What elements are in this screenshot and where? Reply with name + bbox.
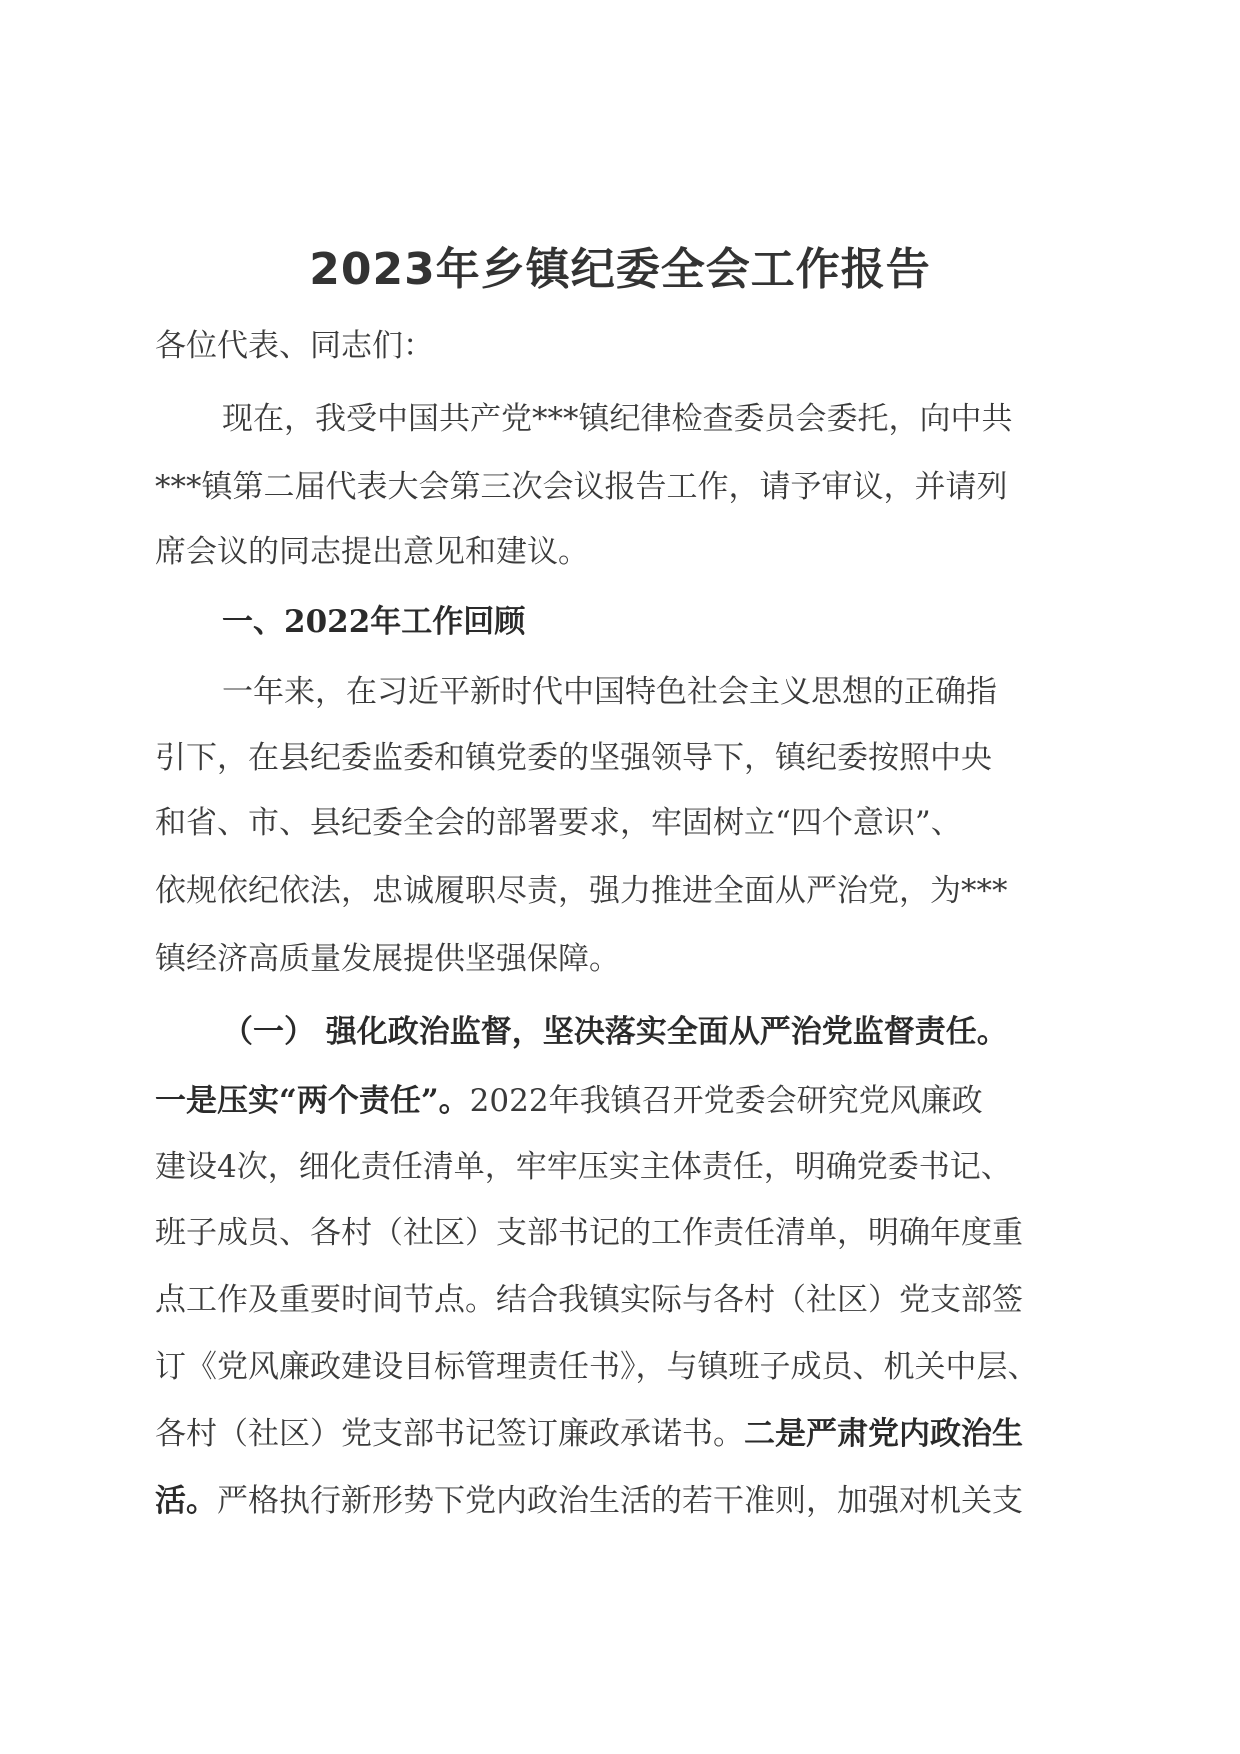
bold-lead: 一是压实“两个责任”。: [155, 1083, 470, 1119]
section-heading: 一、2022年工作回顾: [222, 604, 526, 640]
paragraph-line: 席会议的同志提出意见和建议。: [155, 534, 589, 570]
document-title: 2023年乡镇纪委全会工作报告: [309, 244, 931, 295]
subsection-heading: （一） 强化政治监督，坚决落实全面从严治党监督责任。: [222, 1014, 1008, 1050]
paragraph-line: [155, 1081, 983, 1121]
paragraph-line: 现在，我受中国共产党***镇纪律检查委员会委托，向中共: [222, 401, 1013, 437]
paragraph-line: 引下，在县纪委监委和镇党委的坚强领导下，镇纪委按照中央: [155, 740, 992, 776]
paragraph-line: 班子成员、各村（社区）支部书记的工作责任清单，明确年度重: [155, 1215, 1023, 1251]
paragraph-line: [155, 1481, 1023, 1521]
line-text: 2022年我镇召开党委会研究党风廉政: [469, 1083, 983, 1119]
paragraph-line: 订《党风廉政建设目标管理责任书》，与镇班子成员、机关中层、: [155, 1349, 1039, 1385]
paragraph-line: 和省、市、县纪委全会的部署要求，牢固树立“四个意识”、: [155, 805, 962, 841]
paragraph-line: 镇经济高质量发展提供坚强保障。: [155, 941, 620, 977]
paragraph-line: 建设4次，细化责任清单，牢牢压实主体责任，明确党委书记、: [155, 1149, 1012, 1185]
paragraph-line: 一年来，在习近平新时代中国特色社会主义思想的正确指: [222, 674, 997, 710]
bold-lead: 活。: [155, 1483, 217, 1519]
paragraph-line: ***镇第二届代表大会第三次会议报告工作，请予审议，并请列: [155, 469, 1008, 505]
salutation: 各位代表、同志们：: [155, 328, 434, 364]
line-text: 各村（社区）党支部书记签订廉政承诺书。: [155, 1416, 744, 1452]
bold-lead: 二是严肃党内政治生: [744, 1416, 1023, 1452]
paragraph-line: [155, 1414, 1023, 1454]
line-text: 严格执行新形势下党内政治生活的若干准则，加强对机关支: [217, 1483, 1023, 1519]
paragraph-line: 依规依纪依法，忠诚履职尽责，强力推进全面从严治党，为***: [155, 873, 1008, 909]
paragraph-line: 点工作及重要时间节点。结合我镇实际与各村（社区）党支部签: [155, 1282, 1023, 1318]
